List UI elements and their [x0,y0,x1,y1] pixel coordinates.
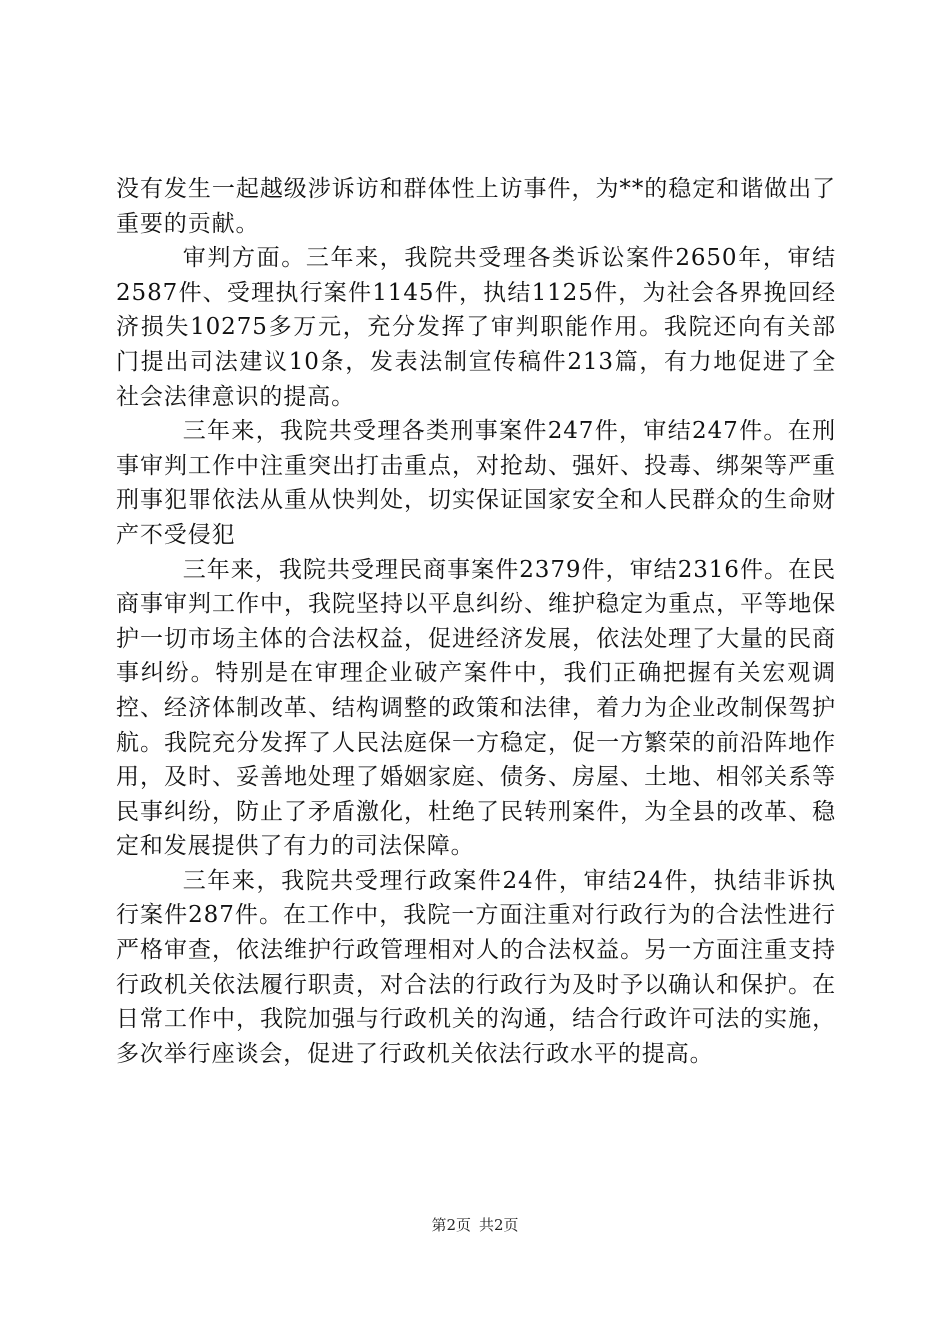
page-number: 第2页 [431,1216,471,1234]
paragraph-administrative-cases: 三年来，我院共受理行政案件24件，审结24件，执结非诉执行案件287件。在工作中，我院一方面注重对行政行为的合法性进行严格审查，依法维护行政管理相对人的合法权益。另一方面注重支持行政机关依法履行职责，对合法的行政行为及时予以确认和保护。在日常工作中，我院加强与行政机关的沟通，结合行政许可法的实施，多次举行座谈会，促进了行政机关依法行政水平的提高。 [116,867,836,1067]
paragraph-criminal-cases: 三年来，我院共受理各类刑事案件247件，审结247件。在刑事审判工作中注重突出打击重点，对抢劫、强奸、投毒、绑架等严重刑事犯罪依法从重从快判处，切实保证国家安全和人民群众的生命财产不受侵犯 [116,418,836,548]
document-body [116,172,836,1071]
paragraph-continuation: 没有发生一起越级涉诉访和群体性上访事件，为**的稳定和谐做出了重要的贡献。 [116,176,836,237]
paragraph-trial-overview: 审判方面。三年来，我院共受理各类诉讼案件2650年，审结2587件、受理执行案件1145件，执结1125件，为社会各界挽回经济损失10275多万元，充分发挥了审判职能作用。我院还向有关部门提出司法建议10条，发表法制宣传稿件213篇，有力地促进了全社会法律意识的提高。 [116,245,836,410]
page-footer [0,1214,950,1235]
paragraph-civil-commercial-cases: 三年来，我院共受理民商事案件2379件，审结2316件。在民商事审判工作中，我院坚持以平息纠纷、维护稳定为重点，平等地保护一切市场主体的合法权益，促进经济发展，依法处理了大量的民商事纠纷。特别是在审理企业破产案件中，我们正确把握有关宏观调控、经济体制改革、结构调整的政策和法律，着力为企业改制保驾护航。我院充分发挥了人民法庭保一方稳定，促一方繁荣的前沿阵地作用，及时、妥善地处理了婚姻家庭、债务、房屋、土地、相邻关系等民事纠纷，防止了矛盾激化，杜绝了民转刑案件，为全县的改革、稳定和发展提供了有力的司法保障。 [116,556,836,860]
page-total: 共2页 [479,1216,519,1234]
